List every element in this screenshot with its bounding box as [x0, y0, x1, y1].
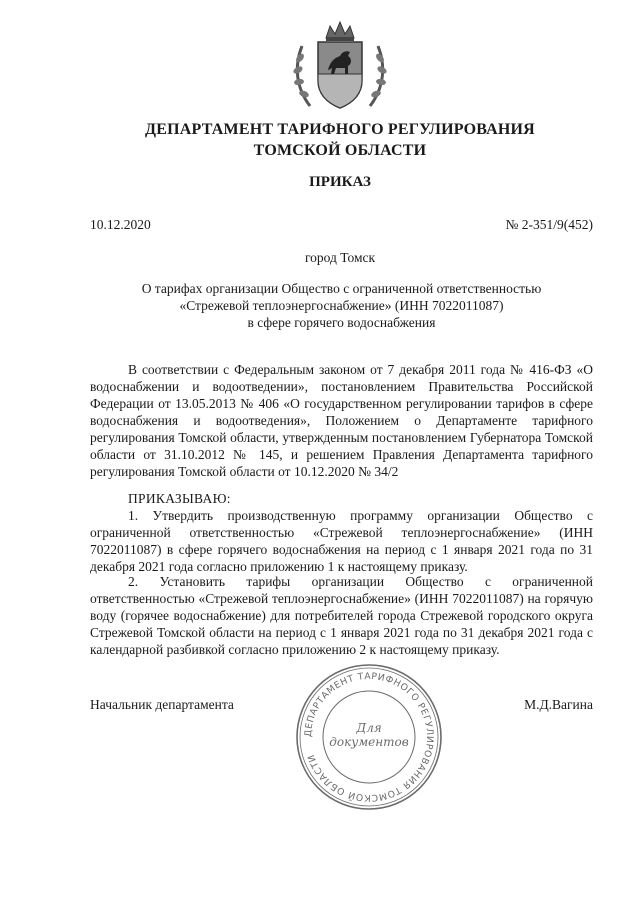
stamp-center-line-2: документов — [329, 735, 409, 749]
signatory-role: Начальник департамента — [90, 697, 234, 712]
stamp-center-line-1: Для — [356, 721, 382, 735]
order-date: 10.12.2020 — [90, 217, 151, 232]
subject-line-3: в сфере горячего водоснабжения — [247, 315, 436, 330]
document-type: ПРИКАЗ — [309, 174, 371, 190]
subject-line-1: О тарифах организации Общество с ограниченной ответственностью — [141, 281, 542, 296]
tomsk-region-coat-of-arms-icon — [290, 18, 390, 116]
subject-line-2: «Стрежевой теплоэнергоснабжение» (ИНН 7022011087) — [179, 298, 504, 313]
order-word: ПРИКАЗЫВАЮ: — [128, 491, 231, 506]
order-item-1: 1. Утвердить производственную программу организации Общество с ограниченной ответственностью «Стрежевой теплоэнергоснабжение» (ИНН 7022011087) в сфере горячего водоснабжения на период с 1 января 2021 года по 31 декабря 2021 года согласно приложению 1 к настоящему приказу. — [90, 508, 593, 574]
department-stamp — [294, 662, 444, 812]
stamp-ring-text: ДЕПАРТАМЕНТ ТАРИФНОГО РЕГУЛИРОВАНИЯ ТОМСКОЙ ОБЛАСТИ — [302, 670, 436, 804]
department-line-1: ДЕПАРТАМЕНТ ТАРИФНОГО РЕГУЛИРОВАНИЯ — [145, 121, 535, 138]
signatory-name: М.Д.Вагина — [524, 697, 593, 712]
order-number: № 2-351/9(452) — [505, 217, 593, 232]
city: город Томск — [304, 250, 376, 265]
preamble-paragraph: В соответствии с Федеральным законом от 7 декабря 2011 года № 416-ФЗ «О водоснабжении и водоотведении», постановлением Правительства Российской Федерации от 13.05.2013 № 406 «О государственном регулировании тарифов в сфере водоснабжения и водоотведения», Положением о Департаменте тарифного регулирования Томской области, утвержденным постановлением Губернатора Томской области от 31.10.2012 № 145, и решением Правления Департамента тарифного регулирования Томской области от 10.12.2020 № 34/2 — [90, 362, 593, 479]
order-item-2: 2. Установить тарифы организации Общество с ограниченной ответственностью «Стрежевой теплоэнергоснабжение» (ИНН 7022011087) на горячую воду (горячее водоснабжение) для потребителей города Стрежевой городского округа Стрежевой Томской области на период с 1 января 2021 года по 31 декабря 2021 года с календарной разбивкой согласно приложению 2 к настоящему приказу. — [90, 574, 593, 657]
department-name — [60, 119, 620, 161]
department-line-2: ТОМСКОЙ ОБЛАСТИ — [253, 142, 427, 159]
order-subject — [90, 280, 593, 331]
